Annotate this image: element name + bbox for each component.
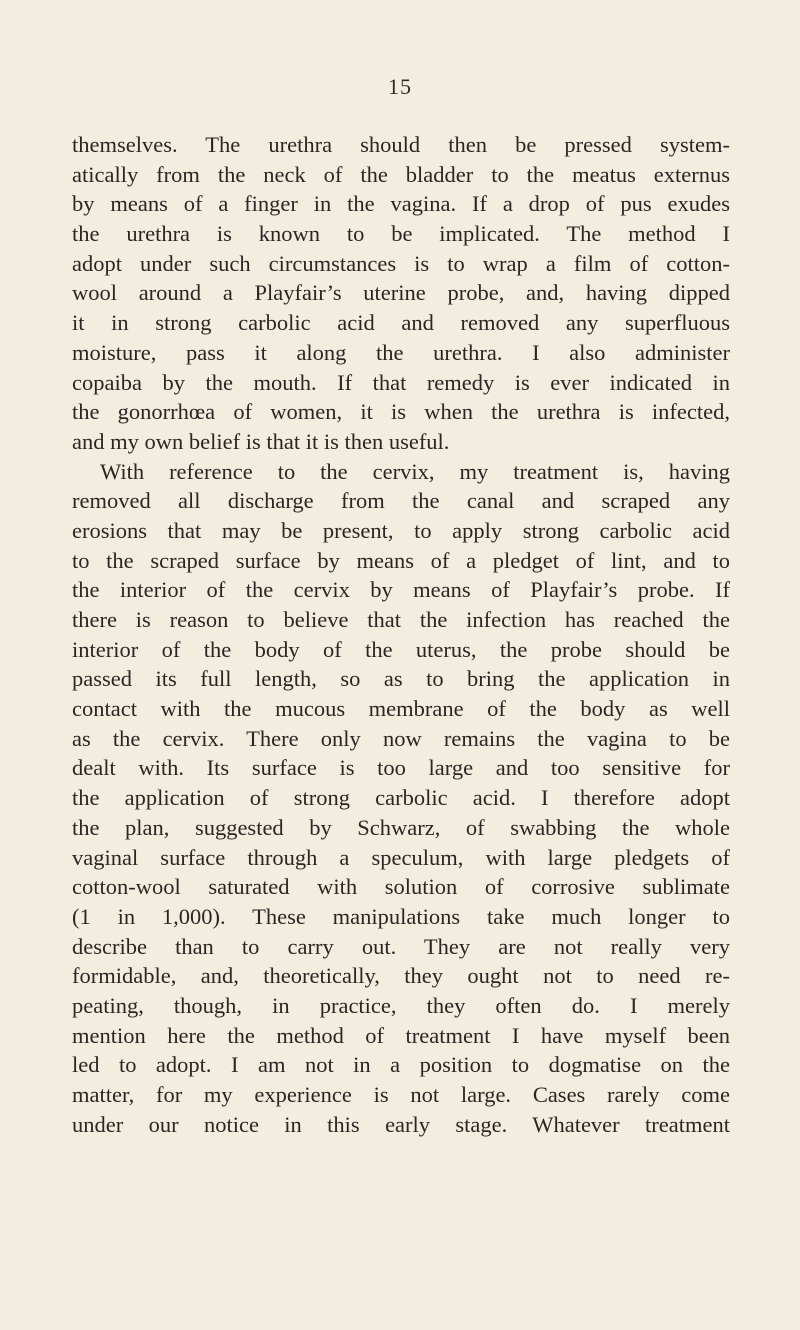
text-line: the interior of the cervix by means of Playfair’s probe. If bbox=[72, 577, 730, 603]
text-line: the urethra is known to be implicated. The method I bbox=[72, 221, 730, 247]
text-line: the gonorrhœa of women, it is when the urethra is infected, bbox=[72, 399, 730, 425]
text-line: led to adopt. I am not in a position to dogmatise on the bbox=[72, 1052, 730, 1078]
paragraph-2 bbox=[72, 457, 730, 1140]
text-line: copaiba by the mouth. If that remedy is ever indicated in bbox=[72, 369, 730, 395]
text-line: (1 in 1,000). These manipulations take much longer to bbox=[72, 903, 730, 929]
paragraph-1 bbox=[72, 130, 730, 457]
page-number: 15 bbox=[388, 74, 412, 99]
text-line: With reference to the cervix, my treatment is, having bbox=[100, 458, 730, 484]
text-line: and my own belief is that it is then useful. bbox=[72, 428, 450, 454]
text-line: vaginal surface through a speculum, with large pledgets of bbox=[72, 844, 730, 870]
text-line: formidable, and, theoretically, they ought not to need re- bbox=[72, 963, 730, 989]
text-line: under our notice in this early stage. Whatever treatment bbox=[72, 1111, 730, 1137]
text-line: removed all discharge from the canal and scraped any bbox=[72, 488, 730, 514]
text-line: moisture, pass it along the urethra. I also administer bbox=[72, 339, 730, 365]
text-line: cotton-wool saturated with solution of corrosive sublimate bbox=[72, 874, 730, 900]
text-line: erosions that may be present, to apply strong carbolic acid bbox=[72, 517, 730, 543]
body-text bbox=[72, 130, 730, 1139]
text-line: there is reason to believe that the infection has reached the bbox=[72, 607, 730, 632]
text-line: it in strong carbolic acid and removed any superfluous bbox=[72, 310, 730, 336]
text-line: to the scraped surface by means of a pledget of lint, and to bbox=[72, 547, 730, 573]
text-line: dealt with. Its surface is too large and too sensitive for bbox=[72, 755, 730, 781]
text-line: mention here the method of treatment I have myself been bbox=[72, 1022, 730, 1048]
text-line: by means of a finger in the vagina. If a drop of pus exudes bbox=[72, 191, 730, 217]
text-line: contact with the mucous membrane of the body as well bbox=[72, 696, 730, 722]
text-line: passed its full length, so as to bring the application in bbox=[72, 666, 730, 692]
text-line: themselves. The urethra should then be pressed system- bbox=[72, 132, 730, 157]
text-line: interior of the body of the uterus, the probe should be bbox=[72, 636, 730, 662]
text-line: as the cervix. There only now remains the vagina to be bbox=[72, 725, 730, 751]
text-line: matter, for my experience is not large. Cases rarely come bbox=[72, 1082, 730, 1107]
text-line: adopt under such circumstances is to wrap a film of cotton- bbox=[72, 250, 730, 276]
text-line: the application of strong carbolic acid. I therefore adopt bbox=[72, 785, 730, 811]
text-line: wool around a Playfair’s uterine probe, and, having dipped bbox=[72, 280, 730, 306]
text-line: describe than to carry out. They are not really very bbox=[72, 933, 730, 959]
text-line: atically from the neck of the bladder to the meatus externus bbox=[72, 161, 730, 187]
text-line: the plan, suggested by Schwarz, of swabbing the whole bbox=[72, 814, 730, 840]
text-line: peating, though, in practice, they often do. I merely bbox=[72, 992, 730, 1018]
